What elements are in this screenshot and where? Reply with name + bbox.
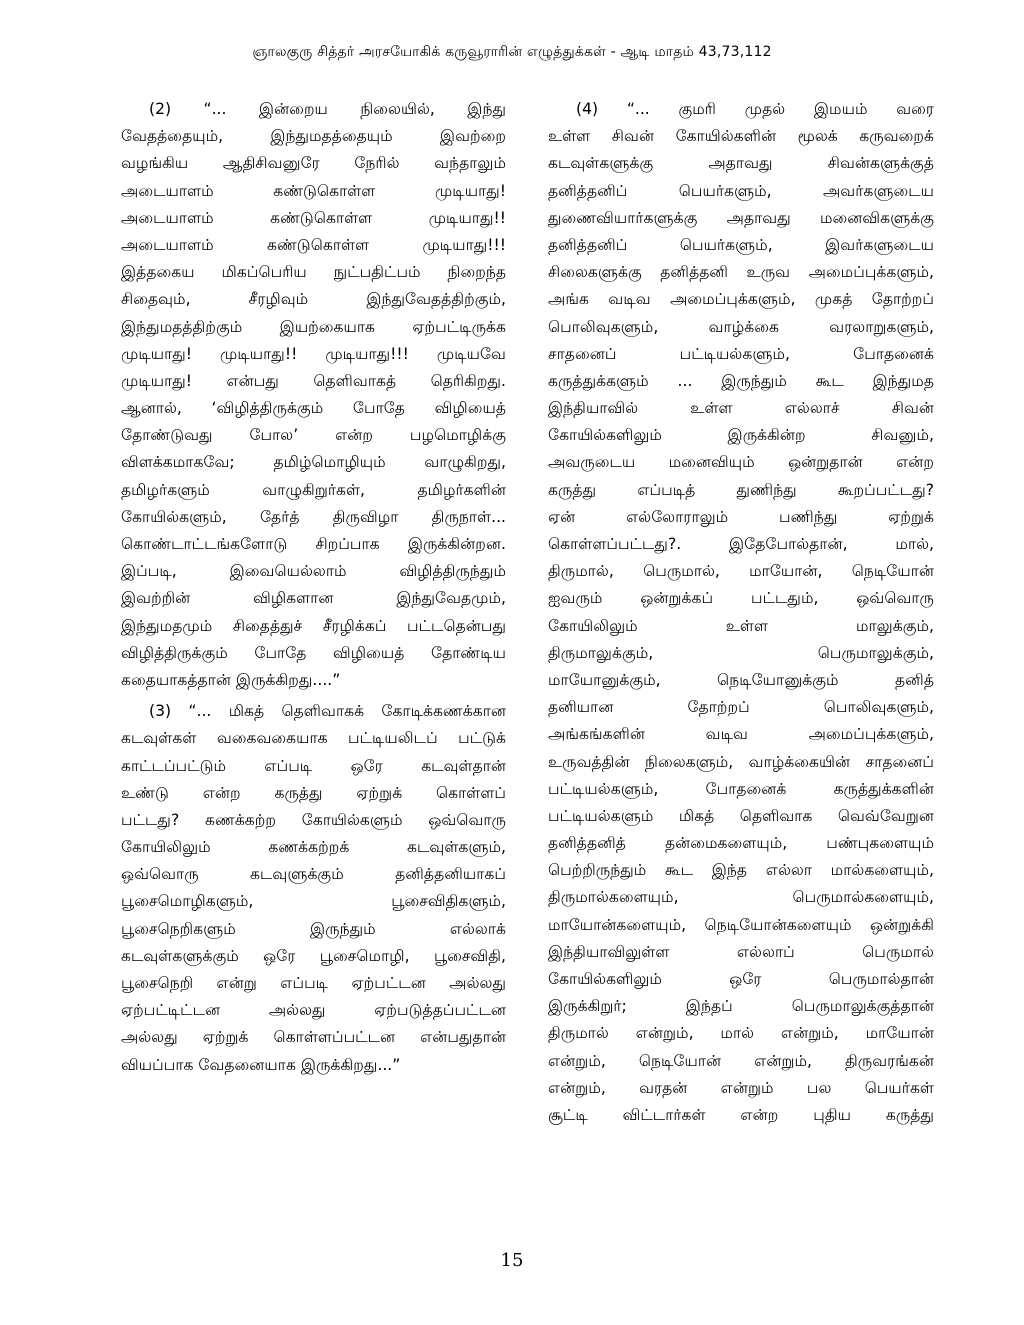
text-line: கருத்துக்களும் ... இருந்தும் கூட இந்துமத (548, 371, 934, 390)
text-line: பூசைமொழிகளும், பூசைவிதிகளும், (121, 892, 506, 911)
page-number: 15 (500, 1250, 524, 1271)
text-line: தோண்டுவது போல’ என்ற பழமொழிக்கு (121, 426, 506, 445)
text-line: அடையாளம் கண்டுகொள்ள முடியாது!!! (121, 235, 506, 254)
text-line: கடவுள்களுக்கு அதாவது சிவன்களுக்குத் (548, 154, 934, 173)
text-line: முடியாது! என்பது தெளிவாகத் தெரிகிறது. (121, 371, 506, 390)
text-line: தனித்தனித் தன்மைகளையும், பண்புகளையும் (548, 834, 934, 853)
text-line: காட்டப்பட்டும் எப்படி ஒரே கடவுள்தான் (121, 756, 506, 775)
text-line: வியப்பாக வேதனையாக இருக்கிறது...” (121, 1055, 401, 1074)
text-line: (2) “... இன்றைய நிலையில், இந்து (149, 100, 506, 118)
text-line: இத்தகைய மிகப்பெரிய நுட்பதிட்பம் நிறைந்த (121, 263, 506, 282)
text-line: இந்துமதத்திற்கும் இயற்கையாக ஏற்பட்டிருக்க (121, 317, 506, 336)
text-line: கடவுள்களுக்கும் ஒரே பூசைமொழி, பூசைவிதி, (121, 946, 506, 965)
text-line: அங்க வடிவ அமைப்புக்களும், முகத் தோற்றப் (548, 290, 934, 309)
paragraph (121, 96, 506, 694)
text-line: ஏன் எல்லோராலும் பணிந்து ஏற்றுக் (548, 507, 934, 526)
text-line: அல்லது ஏற்றுக் கொள்ளப்பட்டன என்பதுதான் (121, 1028, 506, 1047)
text-line: ஐவரும் ஒன்றுக்கப் பட்டதும், ஒவ்வொரு (548, 589, 934, 608)
text-line: சிலைகளுக்கு தனித்தனி உருவ அமைப்புக்களும், (548, 263, 934, 282)
text-line: திருமாலுக்கும், பெருமாலுக்கும், (548, 643, 934, 662)
text-line: மாயோன்களையும், நெடியோன்களையும் ஒன்றுக்கி (548, 915, 934, 934)
text-line: விளக்கமாகவே; தமிழ்மொழியும் வாழுகிறது, (121, 453, 506, 472)
right-column (548, 96, 934, 1129)
text-line: அடையாளம் கண்டுகொள்ள முடியாது!! (121, 208, 506, 227)
text-line: கோயிலிலும் கணக்கற்றக் கடவுள்களும், (121, 838, 506, 857)
text-line: இந்தியாவில் உள்ள எல்லாச் சிவன் (548, 399, 934, 418)
text-line: மாயோனுக்கும், நெடியோனுக்கும் தனித் (548, 670, 934, 689)
text-line: உருவத்தின் நிலைகளும், வாழ்க்கையின் சாதனைப் (548, 752, 934, 771)
text-line: ஏற்பட்டிட்டன அல்லது ஏற்படுத்தப்பட்டன (121, 1001, 506, 1020)
text-line: பட்டியல்களும் மிகத் தெளிவாக வெவ்வேறுன (548, 806, 934, 825)
text-line: (3) “... மிகத் தெளிவாகக் கோடிக்கணக்கான (149, 702, 506, 721)
text-line: என்றும், நெடியோன் என்றும், திருவரங்கன் (548, 1051, 934, 1070)
text-line: பட்டியல்களும், போதனைக் கருத்துக்களின் (548, 779, 934, 798)
text-line: தனித்தனிப் பெயர்களும், அவர்களுடைய (548, 181, 934, 200)
text-line: அங்கங்களின் வடிவ அமைப்புக்களும், (548, 725, 934, 744)
text-line: பெற்றிருந்தும் கூட இந்த எல்லா மால்களையும், (548, 861, 934, 880)
left-column (121, 96, 506, 1079)
text-line: கோயில்களிலும் ஒரே பெருமால்தான் (548, 970, 934, 988)
text-line: சாதனைப் பட்டியல்களும், போதனைக் (548, 344, 934, 363)
text-line: கதையாகத்தான் இருக்கிறது....” (121, 670, 341, 689)
text-line: கொள்ளப்பட்டது?. இதேபோல்தான், மால், (548, 535, 934, 553)
text-line: இப்படி, இவையெல்லாம் விழித்திருந்தும் (121, 562, 506, 581)
text-line: உள்ள சிவன் கோயில்களின் மூலக் கருவறைக் (548, 127, 934, 146)
text-line: தனித்தனிப் பெயர்களும், இவர்களுடைய (548, 235, 934, 254)
text-line: திருமால் என்றும், மால் என்றும், மாயோன் (548, 1024, 934, 1043)
text-line: இந்துமதமும் சிதைத்துச் சீரழிக்கப் பட்டதென்பது (121, 616, 506, 635)
text-line: கோயில்களிலும் இருக்கின்ற சிவனும், (548, 426, 934, 445)
text-line: அடையாளம் கண்டுகொள்ள முடியாது! (121, 181, 506, 200)
text-line: கொண்டாட்டங்களோடு சிறப்பாக இருக்கின்றன. (121, 535, 506, 553)
text-line: முடியாது! முடியாது!! முடியாது!!! முடியவே (121, 344, 506, 363)
text-line: (4) “... குமரி முதல் இமயம் வரை (576, 100, 934, 118)
text-line: அவருடைய மனைவியும் ஒன்றுதான் என்ற (548, 453, 934, 472)
text-line: வேதத்தையும், இந்துமதத்தையும் இவற்றை (121, 127, 506, 146)
paragraph (121, 698, 506, 1079)
text-line: இருக்கிறுர்; இந்தப் பெருமாலுக்குத்தான் (548, 997, 934, 1016)
text-line: சூட்டி விட்டார்கள் என்ற புதிய கருத்து (548, 1105, 934, 1124)
text-line: ஆனால், ‘விழித்திருக்கும் போதே விழியைத் (121, 399, 506, 418)
text-line: விழித்திருக்கும் போதே விழியைத் தோண்டிய (121, 643, 506, 662)
text-line: தமிழர்களும் வாழுகிறுர்கள், தமிழர்களின் (121, 480, 506, 499)
text-line: பட்டது? கணக்கற்ற கோயில்களும் ஒவ்வொரு (121, 810, 506, 829)
paragraph (548, 96, 934, 1129)
text-line: கடவுள்கள் வகைவகையாக பட்டியலிடப் பட்டுக் (121, 729, 506, 748)
text-line: கருத்து எப்படித் துணிந்து கூறப்பட்டது? (548, 480, 934, 499)
text-line: இவற்றின் விழிகளான இந்துவேதமும், (121, 589, 506, 608)
text-line: தனியான தோற்றப் பொலிவுகளும், (548, 698, 934, 717)
text-line: ஒவ்வொரு கடவுளுக்கும் தனித்தனியாகப் (121, 865, 506, 884)
text-line: இந்தியாவிலுள்ள எல்லாப் பெருமால் (548, 942, 934, 961)
running-header: ஞாலகுரு சித்தர் அரசயோகிக் கருவூராரின் எழுத்துக்கள் - ஆடி மாதம் 43,73,112 (252, 44, 772, 60)
text-line: திருமால், பெருமால், மாயோன், நெடியோன் (548, 562, 934, 581)
text-line: கோயில்களும், தேர்த் திருவிழா திருநாள்... (121, 507, 506, 526)
text-line: திருமால்களையும், பெருமால்களையும், (548, 888, 934, 907)
text-line: பொலிவுகளும், வாழ்க்கை வரலாறுகளும், (548, 317, 934, 336)
text-line: என்றும், வரதன் என்றும் பல பெயர்கள் (548, 1078, 934, 1097)
text-line: உண்டு என்ற கருத்து ஏற்றுக் கொள்ளப் (121, 783, 506, 802)
text-line: கோயிலிலும் உள்ள மாலுக்கும், (548, 616, 934, 635)
text-line: பூசைநெறி என்று எப்படி ஏற்பட்டன அல்லது (121, 974, 506, 992)
text-line: வழங்கிய ஆதிசிவனுரே நேரில் வந்தாலும் (121, 154, 506, 173)
text-line: சிதைவும், சீரழிவும் இந்துவேதத்திற்கும், (121, 290, 506, 309)
text-line: துணைவியார்களுக்கு அதாவது மனைவிகளுக்கு (548, 208, 934, 227)
text-line: பூசைநெறிகளும் இருந்தும் எல்லாக் (121, 919, 506, 938)
